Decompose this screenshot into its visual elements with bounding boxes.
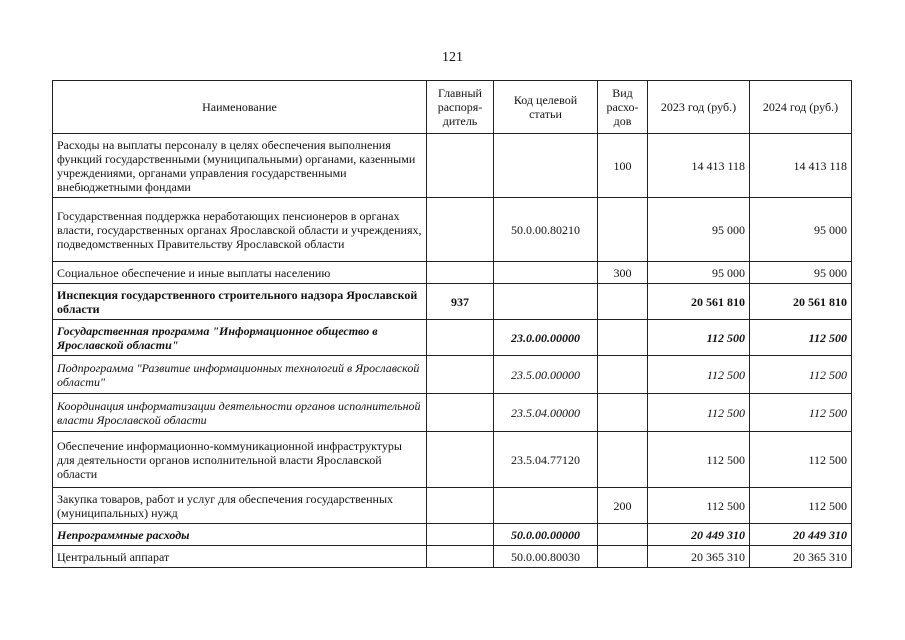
row-type xyxy=(598,546,648,568)
row-code xyxy=(494,488,598,524)
column-header-2024: 2024 год (руб.) xyxy=(750,81,852,134)
row-manager xyxy=(427,356,494,394)
table-row xyxy=(53,320,852,356)
row-amount-2024: 112 500 xyxy=(750,488,852,524)
row-amount-2024: 20 561 810 xyxy=(750,284,852,320)
row-amount-2024: 112 500 xyxy=(750,432,852,488)
row-amount-2023: 20 365 310 xyxy=(648,546,750,568)
row-manager xyxy=(427,262,494,284)
table-row xyxy=(53,546,852,568)
row-amount-2023: 14 413 118 xyxy=(648,134,750,198)
row-code xyxy=(494,284,598,320)
row-name: Социальное обеспечение и иные выплаты населению xyxy=(53,262,427,284)
row-code: 50.0.00.80210 xyxy=(494,198,598,262)
row-name: Подпрограмма "Развитие информационных технологий в Ярославской области" xyxy=(53,356,427,394)
page-number: 121 xyxy=(442,50,463,65)
table-header-row xyxy=(53,81,852,134)
row-amount-2024: 112 500 xyxy=(750,356,852,394)
row-type: 300 xyxy=(598,262,648,284)
row-type: 100 xyxy=(598,134,648,198)
row-name: Государственная поддержка неработающих пенсионеров в органах власти, государственных органах Ярославской области и учреждениях, подведомственных Правительству Ярославской области xyxy=(53,198,427,262)
row-code xyxy=(494,134,598,198)
column-header-2023: 2023 год (руб.) xyxy=(648,81,750,134)
budget-table xyxy=(52,80,852,568)
row-type xyxy=(598,320,648,356)
row-name: Координация информатизации деятельности органов исполнительной власти Ярославской области xyxy=(53,394,427,432)
table-row xyxy=(53,524,852,546)
row-code: 23.5.04.77120 xyxy=(494,432,598,488)
row-amount-2023: 20 561 810 xyxy=(648,284,750,320)
row-name: Расходы на выплаты персоналу в целях обеспечения выполнения функций государственными (муниципальными) органами, казенными учреждениями, органами управления государственными внебюджетными фондами xyxy=(53,134,427,198)
row-manager: 937 xyxy=(427,284,494,320)
column-header-type: Вид расхо-дов xyxy=(598,81,648,134)
row-code xyxy=(494,262,598,284)
row-name: Обеспечение информационно-коммуникационной инфраструктуры для деятельности органов исполнительной власти Ярославской области xyxy=(53,432,427,488)
row-amount-2023: 112 500 xyxy=(648,356,750,394)
row-manager xyxy=(427,524,494,546)
table-row xyxy=(53,284,852,320)
row-code: 23.0.00.00000 xyxy=(494,320,598,356)
row-amount-2024: 20 365 310 xyxy=(750,546,852,568)
row-type xyxy=(598,432,648,488)
row-code: 23.5.00.00000 xyxy=(494,356,598,394)
table-row xyxy=(53,198,852,262)
row-amount-2023: 95 000 xyxy=(648,262,750,284)
row-type: 200 xyxy=(598,488,648,524)
row-manager xyxy=(427,198,494,262)
table-row xyxy=(53,262,852,284)
table-row xyxy=(53,134,852,198)
row-manager xyxy=(427,488,494,524)
row-name: Закупка товаров, работ и услуг для обеспечения государственных (муниципальных) нужд xyxy=(53,488,427,524)
row-name: Государственная программа "Информационное общество в Ярославской области" xyxy=(53,320,427,356)
row-amount-2024: 112 500 xyxy=(750,394,852,432)
row-type xyxy=(598,356,648,394)
row-amount-2023: 112 500 xyxy=(648,320,750,356)
row-amount-2024: 14 413 118 xyxy=(750,134,852,198)
table-row xyxy=(53,394,852,432)
row-amount-2023: 20 449 310 xyxy=(648,524,750,546)
column-header-code: Код целевой статьи xyxy=(494,81,598,134)
row-manager xyxy=(427,432,494,488)
row-type xyxy=(598,394,648,432)
row-manager xyxy=(427,546,494,568)
row-amount-2023: 95 000 xyxy=(648,198,750,262)
row-amount-2024: 112 500 xyxy=(750,320,852,356)
row-name: Непрограммные расходы xyxy=(53,524,427,546)
table-row xyxy=(53,356,852,394)
row-amount-2023: 112 500 xyxy=(648,394,750,432)
table-row xyxy=(53,488,852,524)
row-amount-2024: 95 000 xyxy=(750,198,852,262)
row-manager xyxy=(427,320,494,356)
row-code: 50.0.00.00000 xyxy=(494,524,598,546)
row-type xyxy=(598,284,648,320)
row-amount-2023: 112 500 xyxy=(648,432,750,488)
row-amount-2024: 20 449 310 xyxy=(750,524,852,546)
row-type xyxy=(598,524,648,546)
column-header-manager: Главный распоря-дитель xyxy=(427,81,494,134)
row-amount-2024: 95 000 xyxy=(750,262,852,284)
row-code: 50.0.00.80030 xyxy=(494,546,598,568)
row-manager xyxy=(427,394,494,432)
row-name: Центральный аппарат xyxy=(53,546,427,568)
row-type xyxy=(598,198,648,262)
row-amount-2023: 112 500 xyxy=(648,488,750,524)
table-row xyxy=(53,432,852,488)
row-manager xyxy=(427,134,494,198)
row-code: 23.5.04.00000 xyxy=(494,394,598,432)
column-header-name: Наименование xyxy=(53,81,427,134)
row-name: Инспекция государственного строительного надзора Ярославской области xyxy=(53,284,427,320)
